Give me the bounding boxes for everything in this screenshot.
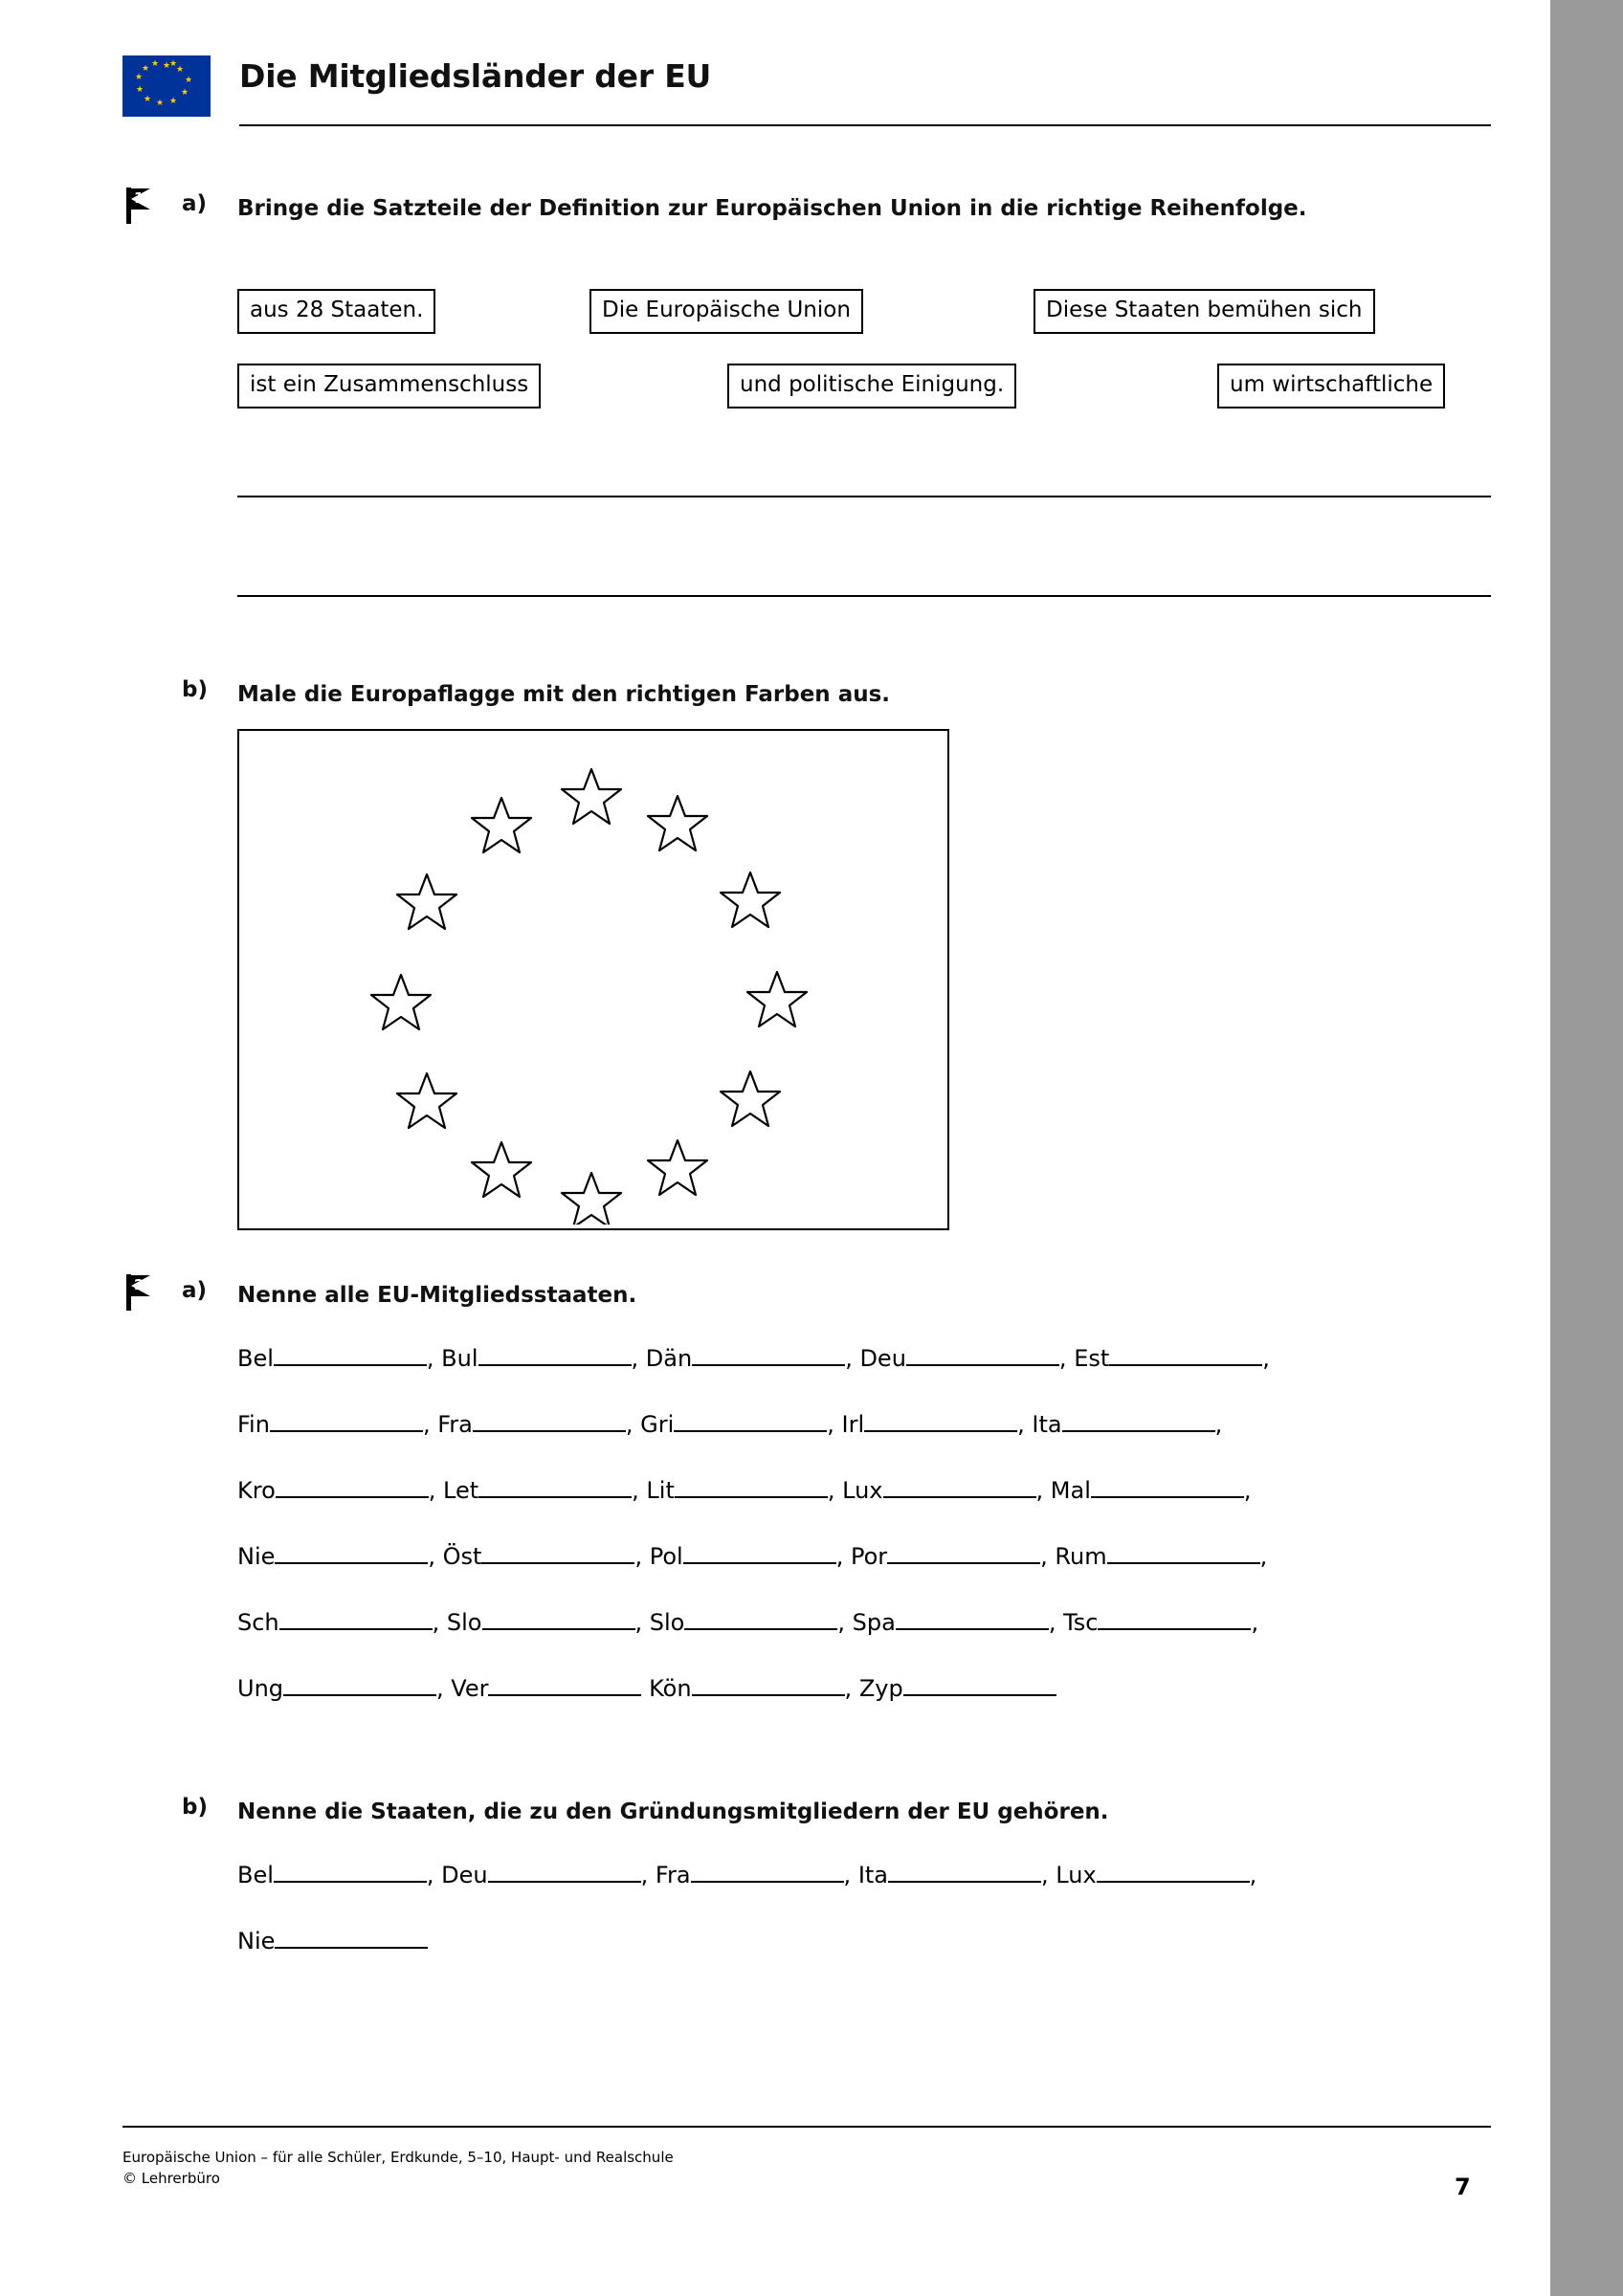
country-blank[interactable] (1091, 1475, 1244, 1498)
country-blank[interactable] (279, 1607, 433, 1630)
flag-stars-outline-group (239, 731, 944, 1225)
task-2b-label: b) (182, 1795, 208, 1820)
country-stem: Kro (237, 1477, 276, 1504)
task-1b-label: b) (182, 677, 208, 702)
task-1-marker (122, 188, 165, 226)
separator: , (1040, 1543, 1056, 1570)
sentence-chip[interactable]: Diese Staaten bemühen sich (1034, 289, 1375, 334)
answer-fill-row[interactable] (237, 1673, 1056, 1702)
footer-divider (122, 2126, 1491, 2128)
separator: , (843, 1862, 858, 1888)
separator: , (634, 1543, 650, 1570)
sentence-chip[interactable]: aus 28 Staaten. (237, 289, 435, 334)
header-divider (239, 124, 1491, 126)
page-header (122, 55, 1491, 142)
separator (641, 1675, 649, 1702)
country-blank[interactable] (692, 1343, 845, 1366)
country-blank[interactable] (283, 1673, 436, 1696)
country-stem: Lux (842, 1477, 883, 1504)
answer-line[interactable] (237, 496, 1491, 497)
separator: , (1249, 1862, 1257, 1888)
answer-fill-row[interactable] (237, 1475, 1252, 1504)
country-stem: Bel (237, 1345, 274, 1372)
answer-fill-row[interactable] (237, 1607, 1258, 1636)
country-blank[interactable] (270, 1409, 423, 1432)
country-stem: Lux (1056, 1862, 1097, 1888)
separator: , (1259, 1543, 1268, 1570)
task-1b-text: Male die Europaflagge mit den richtigen Farben aus. (237, 682, 891, 707)
country-stem: Ung (237, 1675, 284, 1702)
sentence-chip[interactable]: Die Europäische Union (589, 289, 863, 334)
eu-flag-colouring-area[interactable] (237, 729, 949, 1230)
footer-line-1: Europäische Union – für alle Schüler, Erdkunde, 5–10, Haupt- und Realschule (122, 2149, 674, 2166)
country-stem: Slo (649, 1609, 685, 1636)
country-stem: Nie (237, 1543, 276, 1570)
country-stem: Bel (237, 1862, 274, 1888)
separator: , (1214, 1411, 1223, 1438)
answer-fill-row[interactable] (237, 1860, 1256, 1888)
country-blank[interactable] (276, 1475, 429, 1498)
separator: , (428, 1477, 444, 1504)
answer-fill-row[interactable] (237, 1409, 1222, 1438)
separator: , (640, 1862, 656, 1888)
country-blank[interactable] (482, 1607, 635, 1630)
separator: , (845, 1345, 860, 1372)
answer-fill-row[interactable] (237, 1541, 1267, 1570)
separator: , (436, 1675, 452, 1702)
country-blank[interactable] (488, 1860, 641, 1883)
country-blank[interactable] (691, 1860, 844, 1883)
separator: , (631, 1345, 646, 1372)
separator: , (634, 1609, 650, 1636)
country-blank[interactable] (896, 1607, 1049, 1630)
separator: , (835, 1543, 851, 1570)
country-stem: Est (1074, 1345, 1110, 1372)
country-stem: Lit (646, 1477, 675, 1504)
answer-fill-row[interactable] (237, 1343, 1270, 1372)
country-stem: Zyp (858, 1675, 903, 1702)
country-stem: Slo (446, 1609, 482, 1636)
separator: , (1058, 1345, 1075, 1372)
country-blank[interactable] (883, 1475, 1036, 1498)
task-2-marker (122, 1274, 165, 1313)
country-stem: Fra (655, 1862, 691, 1888)
country-blank[interactable] (903, 1673, 1056, 1696)
separator: , (1243, 1477, 1252, 1504)
country-stem: Ver (451, 1675, 489, 1702)
sentence-chip[interactable]: und politische Einigung. (727, 364, 1016, 408)
country-stem: Öst (442, 1543, 482, 1570)
country-stem: Rum (1055, 1543, 1107, 1570)
eu-flag-icon: ★ ★ ★ ★ ★ ★ ★ ★ ★ ★ ★ ★ (122, 55, 211, 117)
separator: , (844, 1675, 859, 1702)
task-1-number: 1 (134, 189, 145, 207)
country-blank[interactable] (1097, 1860, 1250, 1883)
separator: , (428, 1543, 443, 1570)
sentence-chip[interactable]: um wirtschaftliche (1217, 364, 1445, 408)
country-blank[interactable] (692, 1673, 845, 1696)
page-number: 7 (1455, 2174, 1471, 2200)
separator: , (625, 1411, 641, 1438)
sentence-chip[interactable]: ist ein Zusammenschluss (237, 364, 541, 408)
country-stem: Dän (645, 1345, 693, 1372)
country-stem: Pol (649, 1543, 683, 1570)
separator: , (837, 1609, 853, 1636)
country-stem: Fin (237, 1411, 270, 1438)
country-stem: Ita (1032, 1411, 1062, 1438)
separator: , (426, 1345, 442, 1372)
country-blank[interactable] (683, 1541, 836, 1564)
separator: , (422, 1411, 438, 1438)
country-stem: Gri (640, 1411, 675, 1438)
country-blank[interactable] (1109, 1343, 1262, 1366)
country-stem: Bul (441, 1345, 478, 1372)
footer-credit (122, 2147, 674, 2189)
country-blank[interactable] (1062, 1409, 1215, 1432)
country-stem: Ita (857, 1862, 889, 1888)
separator: , (1041, 1862, 1056, 1888)
country-blank[interactable] (674, 1409, 827, 1432)
country-blank[interactable] (478, 1343, 632, 1366)
separator: , (1048, 1609, 1064, 1636)
country-stem: Mal (1050, 1477, 1091, 1504)
country-stem: Tsc (1063, 1609, 1099, 1636)
task-1a-label: a) (182, 191, 208, 216)
country-stem: Let (443, 1477, 479, 1504)
task-2a-text: Nenne alle EU-Mitgliedsstaaten. (237, 1283, 637, 1308)
task-1a-text: Bringe die Satzteile der Definition zur Europäischen Union in die richtige Reihenfolge. (237, 196, 1307, 221)
country-blank[interactable] (1107, 1541, 1260, 1564)
country-blank[interactable] (481, 1541, 634, 1564)
separator: , (1017, 1411, 1033, 1438)
separator: , (632, 1477, 647, 1504)
country-blank[interactable] (488, 1673, 641, 1696)
separator: , (426, 1862, 442, 1888)
country-blank[interactable] (274, 1860, 427, 1883)
separator: , (1035, 1477, 1051, 1504)
separator: , (827, 1411, 842, 1438)
country-blank[interactable] (906, 1343, 1059, 1366)
footer-line-2: © Lehrerbüro (122, 2170, 220, 2187)
task-2b-text: Nenne die Staaten, die zu den Gründungsmitgliedern der EU gehören. (237, 1799, 1109, 1824)
country-blank[interactable] (478, 1475, 632, 1498)
country-stem: Por (850, 1543, 888, 1570)
country-stem: Nie (237, 1928, 276, 1954)
country-blank[interactable] (675, 1475, 828, 1498)
country-stem: Deu (441, 1862, 488, 1888)
page-title: Die Mitgliedsländer der EU (239, 57, 712, 95)
country-blank[interactable] (887, 1541, 1040, 1564)
separator: , (432, 1609, 447, 1636)
country-stem: Fra (437, 1411, 473, 1438)
country-stem: Irl (841, 1411, 865, 1438)
country-stem: Spa (852, 1609, 896, 1636)
country-blank[interactable] (888, 1860, 1041, 1883)
separator: , (1251, 1609, 1259, 1636)
country-stem: Deu (859, 1345, 906, 1372)
country-stem: Kön (649, 1675, 692, 1702)
country-stem: Sch (237, 1609, 279, 1636)
country-blank[interactable] (275, 1926, 428, 1949)
task-2-number: 2 (134, 1276, 145, 1293)
answer-fill-row[interactable] (237, 1926, 428, 1954)
answer-line[interactable] (237, 595, 1491, 597)
separator: , (827, 1477, 843, 1504)
country-blank[interactable] (274, 1343, 427, 1366)
task-2a-label: a) (182, 1278, 208, 1303)
country-blank[interactable] (473, 1409, 626, 1432)
country-blank[interactable] (1098, 1607, 1251, 1630)
separator: , (1262, 1345, 1270, 1372)
country-blank[interactable] (275, 1541, 428, 1564)
country-blank[interactable] (684, 1607, 837, 1630)
country-blank[interactable] (864, 1409, 1017, 1432)
right-margin-bar (1550, 0, 1623, 2296)
